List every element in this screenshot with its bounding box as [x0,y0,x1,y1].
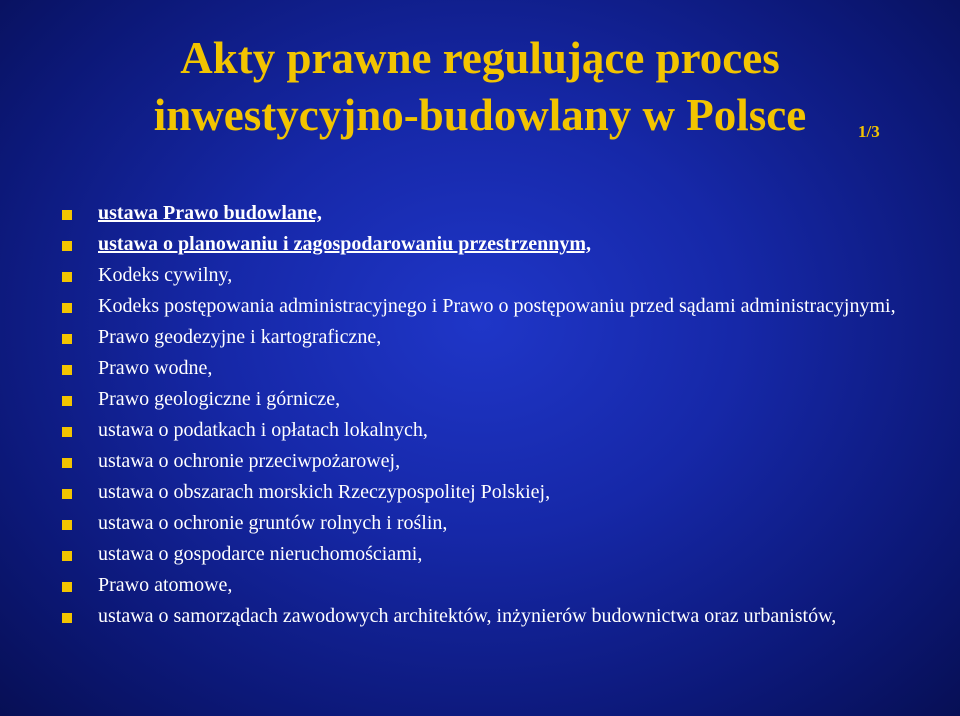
page-indicator: 1/3 [858,122,880,141]
list-item [62,386,922,412]
list-item [62,355,922,381]
title-line-2: inwestycyjno-budowlany w Polsce [153,90,807,140]
list-item [62,200,922,226]
square-bullet-icon [62,613,72,623]
square-bullet-icon [62,582,72,592]
list-item [62,417,922,443]
list-item-text: Kodeks postępowania administracyjnego i Prawo o postępowaniu przed sądami administracyjnymi, [98,295,896,317]
list-item-text: Kodeks cywilny, [98,264,233,286]
list-item [62,293,922,319]
list-item [62,541,922,567]
list-item-text: ustawa o ochronie przeciwpożarowej, [98,450,401,472]
square-bullet-icon [62,365,72,375]
square-bullet-icon [62,396,72,406]
list-item-text: ustawa o obszarach morskich Rzeczypospolitej Polskiej, [98,481,551,503]
list-item-text: Prawo geodezyjne i kartograficzne, [98,326,382,348]
list-item [62,231,922,257]
square-bullet-icon [62,458,72,468]
list-item-text: ustawa o ochronie gruntów rolnych i roślin, [98,512,448,534]
list-item-text: ustawa Prawo budowlane, [98,202,322,224]
square-bullet-icon [62,551,72,561]
square-bullet-icon [62,241,72,251]
list-item-text: Prawo geologiczne i górnicze, [98,388,341,410]
list-item [62,479,922,505]
square-bullet-icon [62,427,72,437]
list-item-text: ustawa o gospodarce nieruchomościami, [98,543,423,565]
list-item-text: ustawa o planowaniu i zagospodarowaniu przestrzennym, [98,233,592,255]
list-item [62,448,922,474]
list-item [62,572,922,598]
square-bullet-icon [62,210,72,220]
list-item [62,262,922,288]
slide-title [0,30,960,144]
bullet-list [62,200,922,634]
square-bullet-icon [62,303,72,313]
square-bullet-icon [62,489,72,499]
square-bullet-icon [62,520,72,530]
square-bullet-icon [62,334,72,344]
list-item-text: Prawo atomowe, [98,574,233,596]
list-item-text: ustawa o podatkach i opłatach lokalnych, [98,419,428,441]
list-item [62,603,922,629]
title-line-1: Akty prawne regulujące proces [180,33,780,83]
list-item-text: ustawa o samorządach zawodowych architektów, inżynierów budownictwa oraz urbanistów, [98,605,837,627]
list-item [62,324,922,350]
list-item-text: Prawo wodne, [98,357,213,379]
square-bullet-icon [62,272,72,282]
list-item [62,510,922,536]
